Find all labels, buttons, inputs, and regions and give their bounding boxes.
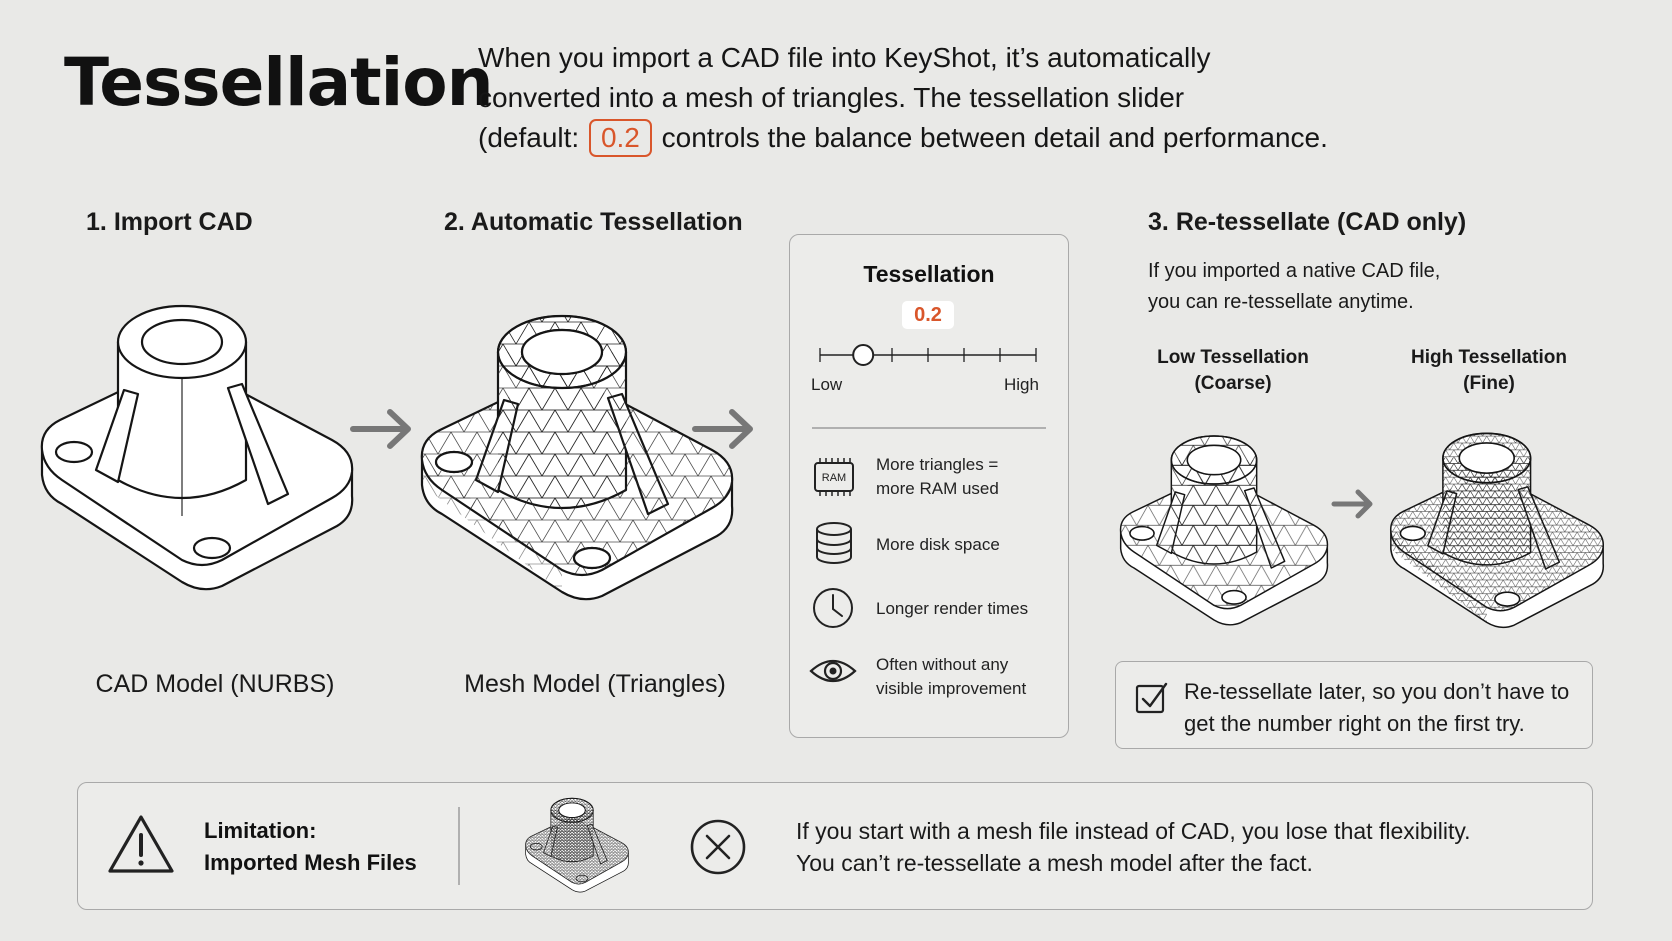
step3-desc-line1: If you imported a native CAD file,: [1148, 260, 1441, 282]
eye-icon: [808, 653, 858, 689]
low-tessellation-model: [1114, 412, 1334, 652]
high-label-line2: (Fine): [1463, 373, 1515, 394]
imported-mesh-model: [514, 793, 640, 899]
limitation-text-line2: You can’t re-tessellate a mesh model after the fact.: [796, 850, 1313, 876]
step1-title: [86, 208, 253, 237]
limitation-title: [204, 815, 417, 879]
default-value-pill: 0.2: [589, 119, 652, 157]
step1-caption: CAD Model (NURBS): [95, 670, 335, 698]
high-label-line1: High Tessellation: [1411, 347, 1567, 368]
intro-line-3-post: controls the balance between detail and performance.: [661, 122, 1328, 153]
step3-number: 3.: [1148, 208, 1169, 236]
ram-chip-text: RAM: [821, 472, 847, 484]
limitation-text: [796, 815, 1471, 879]
high-tessellation-model: [1384, 412, 1610, 652]
feature-visual: [876, 653, 1026, 701]
tessellation-settings-panel: [789, 234, 1069, 738]
step2-title: [444, 208, 743, 237]
feature-ram-line1: More triangles =: [876, 455, 999, 474]
feature-visual-line1: Often without any: [876, 655, 1009, 674]
step2-label: Automatic Tessellation: [470, 208, 743, 236]
step3-description: [1148, 256, 1440, 318]
intro-line-2: converted into a mesh of triangles. The tessellation slider: [478, 82, 1185, 113]
database-icon: [812, 521, 856, 567]
low-label-line1: Low Tessellation: [1157, 347, 1309, 368]
intro-line-1: When you import a CAD file into KeyShot, it’s automatically: [478, 42, 1211, 73]
ram-chip-icon: [810, 455, 858, 499]
step1-label: Import CAD: [113, 208, 253, 236]
intro-line-3-pre: (default:: [478, 122, 580, 153]
retessellate-note: [1115, 661, 1593, 749]
tessellation-slider[interactable]: [818, 337, 1040, 373]
slider-knob[interactable]: [853, 345, 873, 365]
panel-title: Tessellation: [863, 261, 995, 287]
tessellation-value-badge: 0.2: [902, 301, 954, 329]
feature-ram-line2: more RAM used: [876, 479, 999, 498]
low-tessellation-label: [1130, 345, 1336, 397]
checkbox-checked-icon: [1134, 680, 1170, 716]
limitation-title-line1: Limitation:: [204, 818, 317, 843]
slider-low-label: Low: [811, 375, 843, 394]
step2-number: 2.: [444, 208, 465, 236]
step3-label: Re-tessellate (CAD only): [1175, 208, 1467, 236]
clock-icon: [810, 585, 856, 631]
limitation-text-line1: If you start with a mesh file instead of CAD, you lose that flexibility.: [796, 818, 1471, 844]
slider-high-label: High: [1004, 375, 1039, 394]
note-text: [1184, 676, 1569, 740]
limitation-box: [77, 782, 1593, 910]
step2-caption: Mesh Model (Triangles): [464, 670, 726, 698]
warning-icon: [106, 813, 176, 877]
intro-text: [478, 38, 1478, 158]
feature-render-time: Longer render times: [876, 599, 1029, 618]
arrow-right-icon: [1330, 484, 1378, 524]
low-label-line2: (Coarse): [1194, 373, 1272, 394]
arrow-right-icon: [690, 404, 760, 454]
mesh-model-illustration: [412, 290, 742, 630]
step1-number: 1.: [86, 208, 107, 236]
limitation-divider: [458, 807, 460, 885]
high-tessellation-label: [1386, 345, 1592, 397]
arrow-right-icon: [348, 404, 418, 454]
feature-disk: More disk space: [876, 535, 1000, 554]
feature-ram: [876, 453, 999, 501]
page-title: Tessellation: [64, 44, 493, 121]
panel-divider: [812, 427, 1046, 429]
cad-model-illustration: [32, 290, 362, 610]
feature-visual-line2: visible improvement: [876, 679, 1027, 698]
note-line2: get the number right on the first try.: [1184, 711, 1525, 736]
note-line1: Re-tessellate later, so you don’t have to: [1184, 679, 1570, 704]
step3-title: [1148, 208, 1466, 237]
limitation-title-line2: Imported Mesh Files: [204, 850, 417, 875]
intro-line-3: [478, 118, 1478, 158]
step3-desc-line2: you can re-tessellate anytime.: [1148, 291, 1414, 313]
x-circle-icon: [688, 817, 748, 877]
